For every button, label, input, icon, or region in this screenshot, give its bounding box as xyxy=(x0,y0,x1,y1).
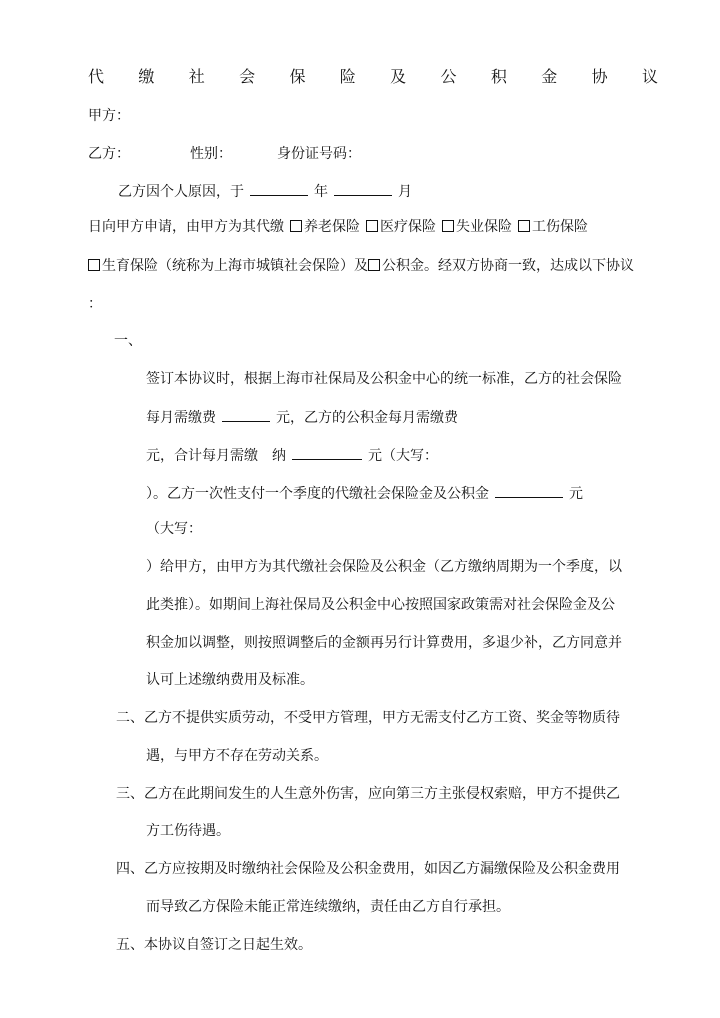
intro-text: 日向甲方申请，由甲方为其代缴 xyxy=(88,219,284,235)
intro-line-1 xyxy=(118,180,412,202)
clause-1-line-1: 签订本协议时，根据上海市社保局及公积金中心的统一标准，乙方的社会保险 xyxy=(146,371,622,387)
medical-label: 医疗保险 xyxy=(380,219,436,235)
clause-text: 纳 xyxy=(272,448,286,464)
maternity-label: 生育保险（统称为上海市城镇社会保险）及 xyxy=(102,258,368,274)
unemployment-label: 失业保险 xyxy=(456,219,512,235)
title-char: 协 xyxy=(591,67,608,86)
clause-4-line-2: 而导致乙方保险未能正常连续缴纳，责任由乙方自行承担。 xyxy=(146,899,510,915)
intro-line-3 xyxy=(88,256,634,276)
monthly-total-blank[interactable] xyxy=(292,444,362,460)
fund-checkbox[interactable] xyxy=(368,259,380,271)
clause-text: 每月需缴费 xyxy=(146,410,216,426)
title-char: 金 xyxy=(541,67,558,86)
title-char: 代 xyxy=(88,67,105,86)
clause-3-line-2: 方工伤待遇。 xyxy=(146,823,230,839)
title-char: 公 xyxy=(440,67,457,86)
year-blank[interactable] xyxy=(250,180,308,196)
clause-1-line-3 xyxy=(146,444,438,466)
document-title xyxy=(88,66,658,88)
maternity-checkbox[interactable] xyxy=(88,259,100,271)
clause-2-line-2: 遇，与甲方不存在劳动关系。 xyxy=(146,748,328,764)
clause-1-line-2 xyxy=(146,406,458,428)
intro-text: 乙方因个人原因，于 xyxy=(118,184,244,200)
medical-checkbox[interactable] xyxy=(366,220,378,232)
clause-4-line-1: 四、乙方应按期及时缴纳社会保险及公积金费用，如因乙方漏缴保险及公积金费用 xyxy=(116,861,620,877)
clause-1-line-7: 此类推）。如期间上海社保局及公积金中心按照国家政策需对社会保险金及公 xyxy=(146,597,615,613)
clause-1-line-6: ）给甲方，由甲方为其代缴社会保险及公积金（乙方缴纳周期为一个季度，以 xyxy=(146,559,622,575)
intro-colon: ： xyxy=(88,296,102,312)
year-label: 年 xyxy=(314,184,328,200)
pension-label: 养老保险 xyxy=(304,219,360,235)
title-char: 缴 xyxy=(138,67,155,86)
clause-text: 元 xyxy=(569,486,583,502)
title-char: 险 xyxy=(339,67,356,86)
clause-text: 元（大写： xyxy=(368,448,438,464)
title-char: 及 xyxy=(390,67,407,86)
title-char: 议 xyxy=(641,67,658,86)
gender-label: 性别： xyxy=(190,146,232,162)
clause-1-line-9: 认可上述缴纳费用及标准。 xyxy=(146,672,314,688)
clause-2-line-1: 二、乙方不提供实质劳动，不受甲方管理，甲方无需支付乙方工资、奖金等物质待 xyxy=(116,710,620,726)
quarter-total-blank[interactable] xyxy=(495,482,563,498)
title-char: 会 xyxy=(239,67,256,86)
title-char: 积 xyxy=(490,67,507,86)
clause-text: 元，合计每月需缴 xyxy=(146,448,258,464)
party-b-label: 乙方： xyxy=(88,146,130,162)
intro-line-2 xyxy=(88,217,588,237)
party-a-label: 甲方： xyxy=(88,108,130,124)
id-number-label: 身份证号码： xyxy=(277,146,361,162)
monthly-social-fee-blank[interactable] xyxy=(222,406,270,422)
title-char: 保 xyxy=(289,67,306,86)
injury-checkbox[interactable] xyxy=(518,220,530,232)
month-label: 月 xyxy=(398,184,412,200)
clause-3-line-1: 三、乙方在此期间发生的人生意外伤害，应向第三方主张侵权索赔，甲方不提供乙 xyxy=(116,786,620,802)
fund-label: 公积金。经双方协商一致，达成以下协议 xyxy=(382,258,634,274)
clause-1-number: 一、 xyxy=(114,333,142,349)
clause-text: 元，乙方的公积金每月需缴费 xyxy=(276,410,458,426)
clause-1-line-5: （大写： xyxy=(146,521,202,537)
clause-text: ）。乙方一次性支付一个季度的代缴社会保险金及公积金 xyxy=(146,486,489,502)
unemployment-checkbox[interactable] xyxy=(442,220,454,232)
title-char: 社 xyxy=(188,67,205,86)
injury-label: 工伤保险 xyxy=(532,219,588,235)
clause-1-line-4 xyxy=(146,482,583,504)
clause-1-line-8: 积金加以调整，则按照调整后的金额再另行计算费用，多退少补，乙方同意并 xyxy=(146,635,622,651)
pension-checkbox[interactable] xyxy=(290,220,302,232)
month-blank[interactable] xyxy=(334,180,392,196)
clause-5-line-1: 五、本协议自签订之日起生效。 xyxy=(116,937,312,953)
